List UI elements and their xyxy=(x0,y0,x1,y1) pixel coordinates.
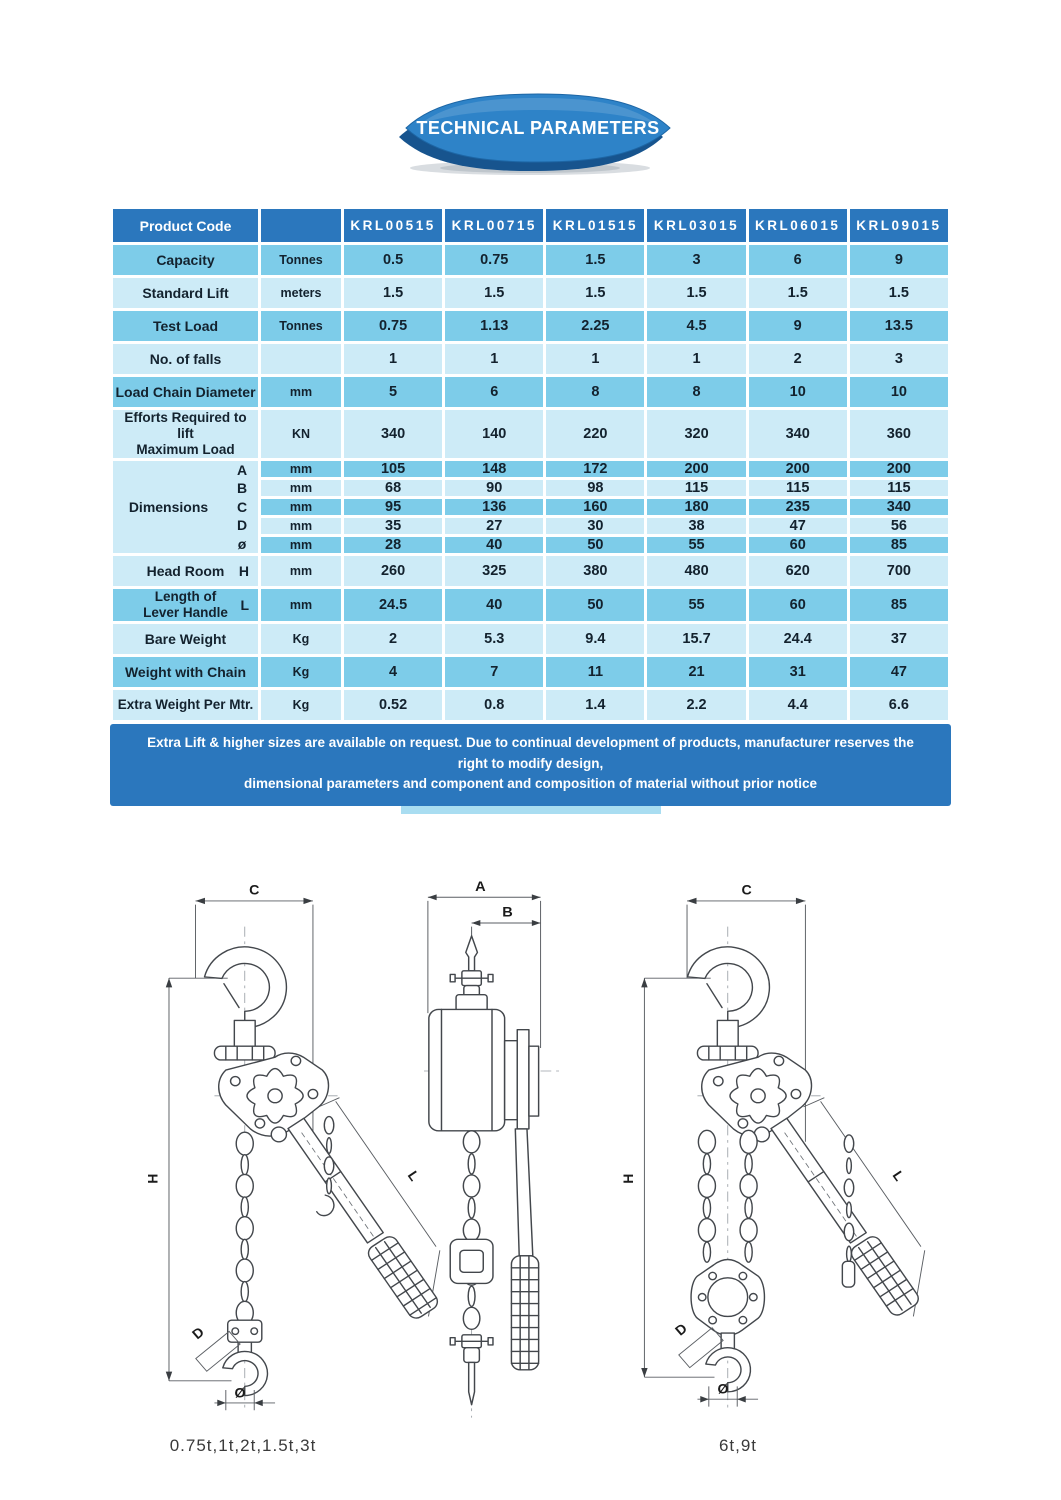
cell: 7 xyxy=(445,657,543,687)
spec-table-container xyxy=(110,206,951,814)
row-label-line2: Maximum Load xyxy=(136,441,235,457)
top-hook xyxy=(205,947,287,1028)
header-product: KRL00515 xyxy=(344,209,442,242)
dim-label-h: H xyxy=(619,1173,637,1184)
bottom-hook-side xyxy=(469,1362,475,1404)
cell: 6 xyxy=(445,377,543,407)
header-product: KRL09015 xyxy=(850,209,948,242)
row-unit: mm xyxy=(261,461,341,477)
cell: 480 xyxy=(647,556,745,586)
diagram-hoist-front-large xyxy=(616,866,938,1436)
cell: 24.4 xyxy=(749,624,847,654)
dim-letter-dia: ø xyxy=(237,535,247,552)
cell: 1 xyxy=(344,344,442,374)
suspension-lug xyxy=(697,1046,758,1060)
cell: 115 xyxy=(850,480,948,496)
row-label-line1: Efforts Required to lift xyxy=(124,410,247,441)
cell: 1.5 xyxy=(546,245,644,275)
footer-note xyxy=(110,724,951,807)
housing-drum xyxy=(429,1009,505,1130)
lever-arm-side xyxy=(515,1129,532,1256)
row-unit: meters xyxy=(261,278,341,308)
block-sheave xyxy=(708,1278,748,1317)
cell: 136 xyxy=(445,499,543,515)
row-bare-weight xyxy=(113,624,948,654)
cell: 3 xyxy=(647,245,745,275)
load-chain-side xyxy=(463,1131,480,1330)
gear-hub xyxy=(751,1089,765,1103)
free-chain-hook xyxy=(317,1195,334,1215)
cell: 50 xyxy=(546,589,644,621)
cell: 200 xyxy=(647,461,745,477)
dimension-h xyxy=(144,978,231,1381)
cell: 5 xyxy=(344,377,442,407)
hub-step-1 xyxy=(505,1041,518,1120)
dim-label-c: C xyxy=(741,881,752,898)
header-product-code: Product Code xyxy=(113,209,258,242)
cell: 5.3 xyxy=(445,624,543,654)
lever-grip-side xyxy=(511,1256,538,1370)
dim-letter-l: L xyxy=(240,596,249,613)
pin-nut xyxy=(450,1338,455,1345)
row-no-of-falls xyxy=(113,344,948,374)
top-hook xyxy=(688,947,770,1028)
dimensions-group-label: Dimensions xyxy=(128,498,209,515)
cell: 21 xyxy=(647,657,745,687)
hook-shank xyxy=(234,1020,255,1048)
pin-nut xyxy=(488,974,493,981)
dim-letter-d: D xyxy=(236,517,248,534)
cell: 47 xyxy=(850,657,948,687)
cell: 220 xyxy=(546,410,644,458)
cell: 4.4 xyxy=(749,690,847,720)
cell: 85 xyxy=(850,537,948,553)
cell: 55 xyxy=(647,537,745,553)
chain-guide-slot xyxy=(460,1250,483,1272)
cell: 200 xyxy=(749,461,847,477)
dim-label-h: H xyxy=(144,1173,161,1184)
dim-label-a: A xyxy=(475,879,486,895)
cell: 1.5 xyxy=(546,278,644,308)
cell: 340 xyxy=(850,499,948,515)
cell: 340 xyxy=(749,410,847,458)
dimensions-group-cell xyxy=(113,461,258,553)
row-label: Extra Weight Per Mtr. xyxy=(113,690,258,720)
row-label: Standard Lift xyxy=(113,278,258,308)
row-label: Load Chain Diameter xyxy=(113,377,258,407)
row-label xyxy=(113,410,258,458)
dim-label-l: L xyxy=(889,1167,908,1184)
chain-fall-left xyxy=(698,1130,715,1262)
header-product: KRL03015 xyxy=(647,209,745,242)
cell: 1.5 xyxy=(445,278,543,308)
cell: 3 xyxy=(850,344,948,374)
cell: 0.75 xyxy=(344,311,442,341)
dim-label-d: D xyxy=(671,1320,691,1339)
cell: 2 xyxy=(749,344,847,374)
row-label: Capacity xyxy=(113,245,258,275)
row-label-line1: Length of xyxy=(154,588,217,604)
connector-bolt xyxy=(251,1328,258,1334)
bottom-link xyxy=(464,1348,480,1363)
cell: 4.5 xyxy=(647,311,745,341)
row-unit: mm xyxy=(261,377,341,407)
cell: 340 xyxy=(344,410,442,458)
cell: 68 xyxy=(344,480,442,496)
cell: 9 xyxy=(749,311,847,341)
hub-step-2 xyxy=(517,1030,529,1129)
load-chain xyxy=(236,1132,253,1324)
cell: 380 xyxy=(546,556,644,586)
footer-accent-strip xyxy=(401,806,661,814)
spec-table xyxy=(110,206,951,723)
dim-label-d: D xyxy=(188,1323,208,1343)
cell: 115 xyxy=(749,480,847,496)
cell: 1.5 xyxy=(850,278,948,308)
cell: 98 xyxy=(546,480,644,496)
pin-nut xyxy=(488,1338,493,1345)
lever-grip xyxy=(848,1234,921,1319)
cell: 30 xyxy=(546,518,644,534)
row-unit: mm xyxy=(261,499,341,515)
cell: 24.5 xyxy=(344,589,442,621)
cell: 360 xyxy=(850,410,948,458)
cell: 28 xyxy=(344,537,442,553)
cell: 2.25 xyxy=(546,311,644,341)
dim-letter-b: B xyxy=(236,480,248,497)
row-label-line2: Lever Handle xyxy=(143,604,228,620)
cell: 15.7 xyxy=(647,624,745,654)
cell: 27 xyxy=(445,518,543,534)
row-label: No. of falls xyxy=(113,344,258,374)
dimension-b xyxy=(472,905,541,958)
cell: 95 xyxy=(344,499,442,515)
dim-label-c: C xyxy=(249,881,260,898)
row-weight-with-chain xyxy=(113,657,948,687)
row-label: Bare Weight xyxy=(113,624,258,654)
cell: 13.5 xyxy=(850,311,948,341)
cell: 200 xyxy=(850,461,948,477)
dim-label-l: L xyxy=(404,1167,423,1184)
dim-letter-a: A xyxy=(236,461,248,478)
cell: 148 xyxy=(445,461,543,477)
cell: 105 xyxy=(344,461,442,477)
cell: 4 xyxy=(344,657,442,687)
header-product: KRL00715 xyxy=(445,209,543,242)
cell: 38 xyxy=(647,518,745,534)
row-unit: mm xyxy=(261,537,341,553)
hub-step-3 xyxy=(529,1046,539,1116)
cell: 235 xyxy=(749,499,847,515)
pin-nut xyxy=(450,974,455,981)
hook-shank xyxy=(717,1020,738,1048)
top-hook-latch xyxy=(707,984,722,1008)
free-chain-paddle xyxy=(842,1261,854,1287)
cell: 56 xyxy=(850,518,948,534)
dimension-dia xyxy=(697,1381,758,1407)
cell: 55 xyxy=(647,589,745,621)
dim-letter-h: H xyxy=(238,562,249,579)
footer-note-line2: dimensional parameters and component and composition of material without prior notice xyxy=(243,776,818,792)
row-label-text: Head Room xyxy=(146,562,225,579)
cell: 620 xyxy=(749,556,847,586)
cell: 172 xyxy=(546,461,644,477)
row-label xyxy=(113,589,258,621)
cell: 31 xyxy=(749,657,847,687)
cell: 180 xyxy=(647,499,745,515)
cell: 47 xyxy=(749,518,847,534)
cell: 85 xyxy=(850,589,948,621)
top-hook-side xyxy=(466,936,478,971)
row-unit: Kg xyxy=(261,690,341,720)
diagram-hoist-side xyxy=(424,866,560,1436)
cell: 1.5 xyxy=(749,278,847,308)
cell: 8 xyxy=(546,377,644,407)
dimension-letters xyxy=(230,461,254,553)
lever-arm xyxy=(288,1118,383,1243)
cell: 0.52 xyxy=(344,690,442,720)
row-efforts-required xyxy=(113,410,948,458)
row-standard-lift xyxy=(113,278,948,308)
cell: 320 xyxy=(647,410,745,458)
row-dimension-a xyxy=(113,461,948,477)
connector-bolt xyxy=(232,1328,239,1334)
row-head-room xyxy=(113,556,948,586)
suspension-lug xyxy=(214,1046,275,1060)
cell: 35 xyxy=(344,518,442,534)
cell: 115 xyxy=(647,480,745,496)
cell: 140 xyxy=(445,410,543,458)
row-unit: mm xyxy=(261,518,341,534)
cell: 1 xyxy=(546,344,644,374)
dim-label-dia: Ø xyxy=(717,1380,729,1397)
cell: 2.2 xyxy=(647,690,745,720)
header-product: KRL01515 xyxy=(546,209,644,242)
cell: 1.5 xyxy=(647,278,745,308)
caption-small-sizes: 0.75t,1t,2t,1.5t,3t xyxy=(169,1436,317,1455)
cell: 1.13 xyxy=(445,311,543,341)
cell: 6.6 xyxy=(850,690,948,720)
chain-fall-right xyxy=(740,1130,757,1262)
row-capacity xyxy=(113,245,948,275)
cell: 10 xyxy=(749,377,847,407)
row-label xyxy=(113,556,258,586)
row-unit: Kg xyxy=(261,657,341,687)
row-unit: Tonnes xyxy=(261,245,341,275)
row-unit: mm xyxy=(261,556,341,586)
cell: 90 xyxy=(445,480,543,496)
caption-large-sizes: 6t,9t xyxy=(718,1436,758,1455)
cell: 50 xyxy=(546,537,644,553)
cell: 11 xyxy=(546,657,644,687)
cell: 40 xyxy=(445,537,543,553)
cell: 60 xyxy=(749,589,847,621)
cell: 0.5 xyxy=(344,245,442,275)
cell: 0.75 xyxy=(445,245,543,275)
cell: 160 xyxy=(546,499,644,515)
row-extra-weight-per-mtr xyxy=(113,690,948,720)
cell: 1 xyxy=(647,344,745,374)
badge-title: TECHNICAL PARAMETERS xyxy=(416,118,660,138)
row-unit: mm xyxy=(261,480,341,496)
row-unit: mm xyxy=(261,589,341,621)
technical-parameters-badge xyxy=(380,84,696,180)
row-unit: Kg xyxy=(261,624,341,654)
cell: 40 xyxy=(445,589,543,621)
row-test-load xyxy=(113,311,948,341)
cell: 8 xyxy=(647,377,745,407)
footer-note-line1: Extra Lift & higher sizes are available on request. Due to continual development of products, manufacturer reserves the right to modify design, xyxy=(147,734,914,771)
row-unit: KN xyxy=(261,410,341,458)
top-hook-latch xyxy=(224,984,239,1008)
row-load-chain-diameter xyxy=(113,377,948,407)
cell: 9 xyxy=(850,245,948,275)
header-product: KRL06015 xyxy=(749,209,847,242)
cell: 9.4 xyxy=(546,624,644,654)
table-header-row xyxy=(113,209,948,242)
header-unit-empty xyxy=(261,209,341,242)
row-unit xyxy=(261,344,341,374)
cell: 1.4 xyxy=(546,690,644,720)
row-label: Weight with Chain xyxy=(113,657,258,687)
dim-letter-c: C xyxy=(236,498,248,515)
gear-hub xyxy=(268,1089,282,1103)
cell: 700 xyxy=(850,556,948,586)
badge-graphic xyxy=(380,84,696,180)
freewheel-knob xyxy=(271,1127,286,1142)
diagram-hoist-front-small xyxy=(133,866,455,1436)
cell: 6 xyxy=(749,245,847,275)
row-unit: Tonnes xyxy=(261,311,341,341)
cell: 260 xyxy=(344,556,442,586)
cell: 10 xyxy=(850,377,948,407)
cell: 325 xyxy=(445,556,543,586)
cell: 2 xyxy=(344,624,442,654)
cell: 0.8 xyxy=(445,690,543,720)
cell: 37 xyxy=(850,624,948,654)
dim-label-dia: Ø xyxy=(234,1384,246,1401)
row-label: Test Load xyxy=(113,311,258,341)
cell: 1.5 xyxy=(344,278,442,308)
cell: 1 xyxy=(445,344,543,374)
row-length-of-lever-handle xyxy=(113,589,948,621)
dim-label-b: B xyxy=(502,904,513,921)
cell: 60 xyxy=(749,537,847,553)
